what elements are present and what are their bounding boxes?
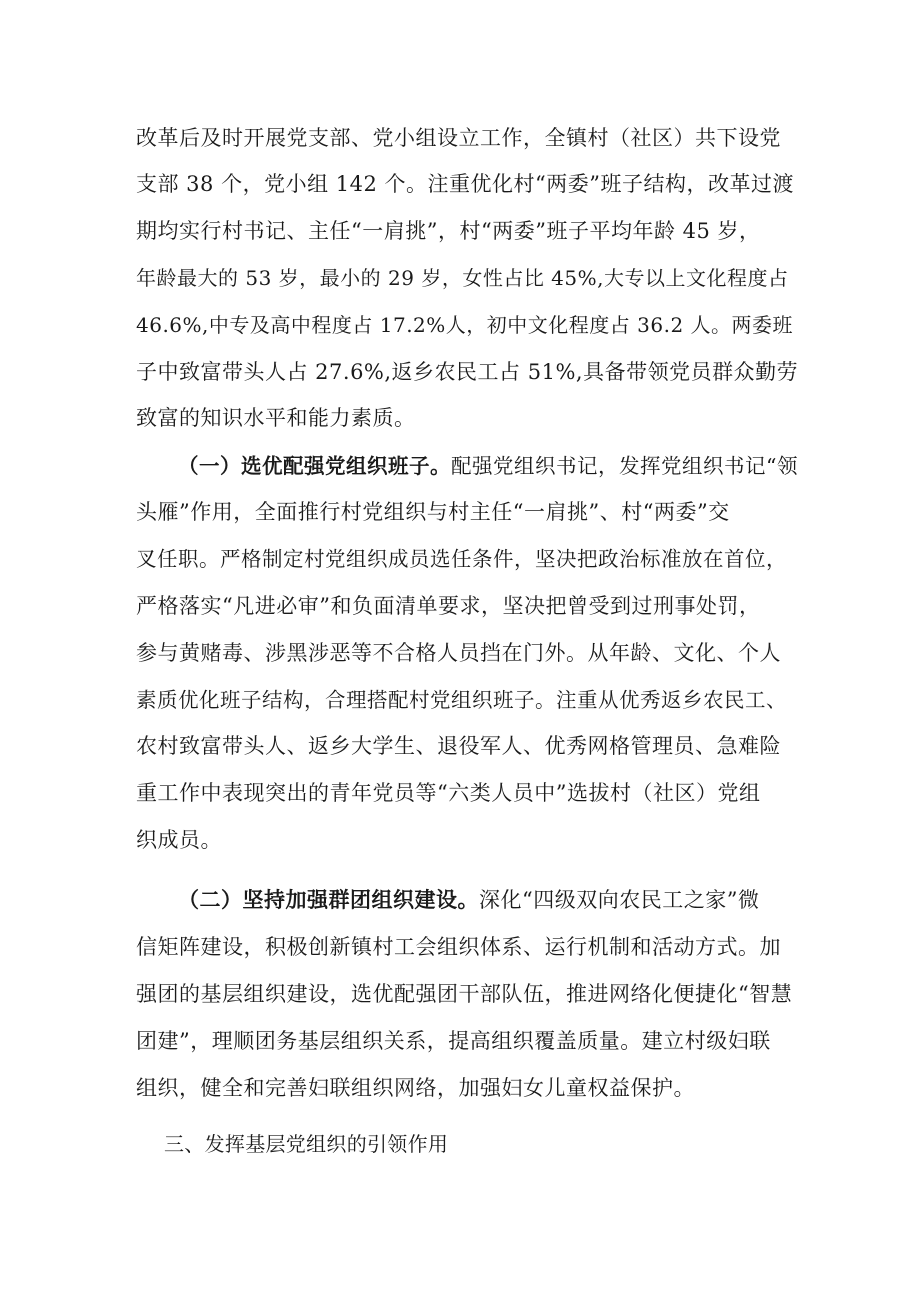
section-3-heading: 三、发挥基层党组织的引领作用 [164, 1132, 449, 1156]
section-1-line-6: 素质优化班子结构，合理搭配村党组织班子。注重从优秀返乡农民工、 [136, 688, 787, 712]
paragraph-1-line-5: 46.6%,中专及高中程度占 17.2%人，初中文化程度占 36.2 人。两委班 [136, 313, 794, 337]
section-1-line-3: 叉任职。严格制定村党组织成员选任条件，坚决把政治标准放在首位， [136, 547, 787, 571]
section-2-line-5: 组织，健全和完善妇联组织网络，加强妇女儿童权益保护。 [136, 1076, 695, 1100]
paragraph-1-line-4: 年龄最大的 53 岁，最小的 29 岁，女性占比 45%,大专以上文化程度占 [136, 266, 789, 290]
section-1-line-5: 参与黄赌毒、涉黑涉恶等不合格人员挡在门外。从年龄、文化、个人 [136, 641, 781, 665]
section-2-line-2: 信矩阵建设，积极创新镇村工会组织体系、运行机制和活动方式。加 [136, 935, 781, 959]
paragraph-1-line-1: 改革后及时开展党支部、党小组设立工作，全镇村（社区）共下设党 [136, 126, 781, 150]
section-2-first-line-text: 深化“四级双向农民工之家”微 [479, 888, 760, 912]
section-1-line-7: 农村致富带头人、返乡大学生、退役军人、优秀网格管理员、急难险 [136, 734, 781, 758]
paragraph-1-line-7: 致富的知识水平和能力素质。 [136, 406, 416, 430]
section-1-heading: （一）选优配强党组织班子。 [178, 454, 451, 478]
paragraph-1-line-6: 子中致富带头人占 27.6%,返乡农民工占 51%,具备带领党员群众勤劳 [136, 360, 799, 384]
section-2-line-3: 强团的基层组织建设，选优配强团干部队伍，推进网络化便捷化“智慧 [136, 982, 793, 1006]
section-2-heading: （二）坚持加强群团组织建设。 [178, 888, 479, 912]
section-2-line-4: 团建”，理顺团务基层组织关系，提高组织覆盖质量。建立村级妇联 [136, 1029, 771, 1053]
paragraph-1-line-3: 期均实行村书记、主任“一肩挑”，村“两委”班子平均年龄 45 岁， [136, 219, 761, 243]
section-2-first-line [178, 884, 759, 916]
section-1-line-2: 头雁”作用，全面推行村党组织与村主任“一肩挑”、村“两委”交 [136, 500, 730, 524]
section-1-first-line [178, 450, 798, 482]
section-1-line-8: 重工作中表现突出的青年党员等“六类人员中”选拔村（社区）党组 [136, 781, 761, 805]
section-1-line-9: 织成员。 [136, 828, 222, 852]
section-1-first-line-text: 配强党组织书记，发挥党组织书记“领 [451, 454, 798, 478]
paragraph-1-line-2: 支部 38 个，党小组 142 个。注重优化村“两委”班子结构，改革过渡 [136, 172, 794, 196]
section-1-line-4: 严格落实“凡进必审”和负面清单要求，坚决把曾受到过刑事处罚， [136, 594, 761, 618]
